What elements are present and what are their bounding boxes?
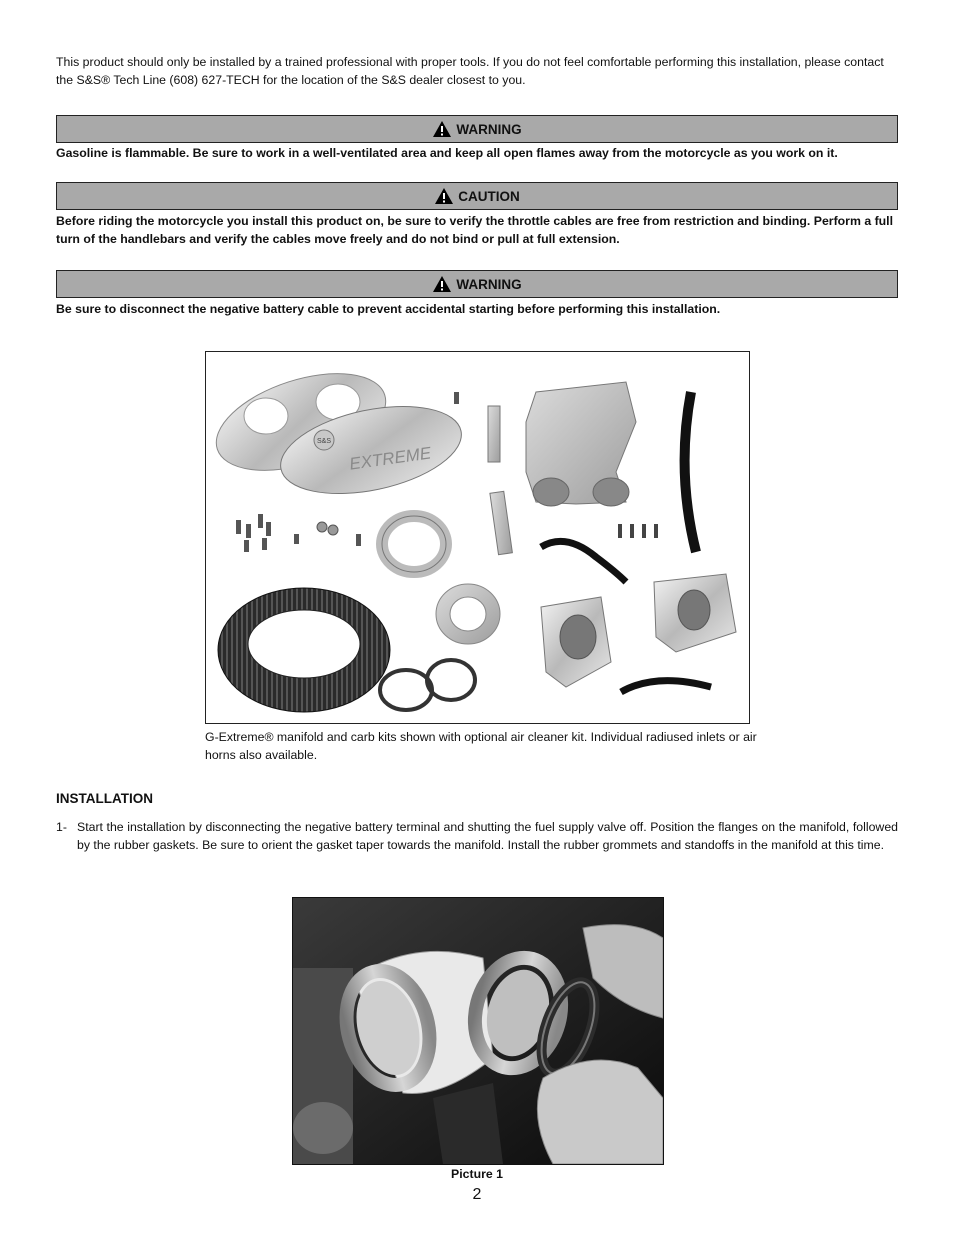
warning-text-1: Gasoline is flammable. Be sure to work in a well-ventilated area and keep all open flames away from the motorcycle as you work on it. bbox=[56, 146, 838, 160]
step-number: 1- bbox=[56, 820, 67, 834]
warning-label: WARNING bbox=[456, 121, 522, 137]
product-kit-photo bbox=[205, 351, 750, 724]
picture-1-caption: Picture 1 bbox=[451, 1167, 503, 1181]
installation-step-1 bbox=[56, 818, 898, 854]
warning-triangle-icon bbox=[434, 187, 454, 205]
warning-label: WARNING bbox=[456, 276, 522, 292]
caution-banner bbox=[56, 182, 898, 210]
warning-banner-2 bbox=[56, 270, 898, 298]
warning-triangle-icon bbox=[432, 275, 452, 293]
installation-photo bbox=[292, 897, 664, 1165]
intro-paragraph: This product should only be installed by a trained professional with proper tools. If you do not feel comfortable performing this installation, please contact the S&S® Tech Line (608) 627-TECH for the location of the S&S dealer closest to you. bbox=[56, 55, 884, 87]
step-text: Start the installation by disconnecting the negative battery terminal and shutting the fuel supply valve off. Position the flanges on the manifold, followed by the rubber gaskets. Be sure to orient the gasket taper towards the manifold. Install the rubber grommets and standoffs in the manifold at this time. bbox=[77, 820, 898, 852]
cover-brand-text: EXTREME bbox=[348, 443, 433, 474]
installation-heading: INSTALLATION bbox=[56, 791, 153, 806]
warning-banner-1 bbox=[56, 115, 898, 143]
page-number: 2 bbox=[472, 1186, 482, 1203]
warning-triangle-icon bbox=[432, 120, 452, 138]
caution-label: CAUTION bbox=[458, 188, 520, 204]
cover-logo-text: S&S bbox=[316, 438, 332, 445]
caution-text: Before riding the motorcycle you install this product on, be sure to verify the throttle cables are free from restriction and binding. Perform a full turn of the handlebars and verify the cables move freely and do not bind or pull at full extension. bbox=[56, 214, 894, 246]
figure-1-caption: G-Extreme® manifold and carb kits shown with optional air cleaner kit. Individual radiused inlets or air horns also available. bbox=[205, 730, 757, 762]
warning-text-2: Be sure to disconnect the negative battery cable to prevent accidental starting before performing this installation. bbox=[56, 302, 721, 316]
